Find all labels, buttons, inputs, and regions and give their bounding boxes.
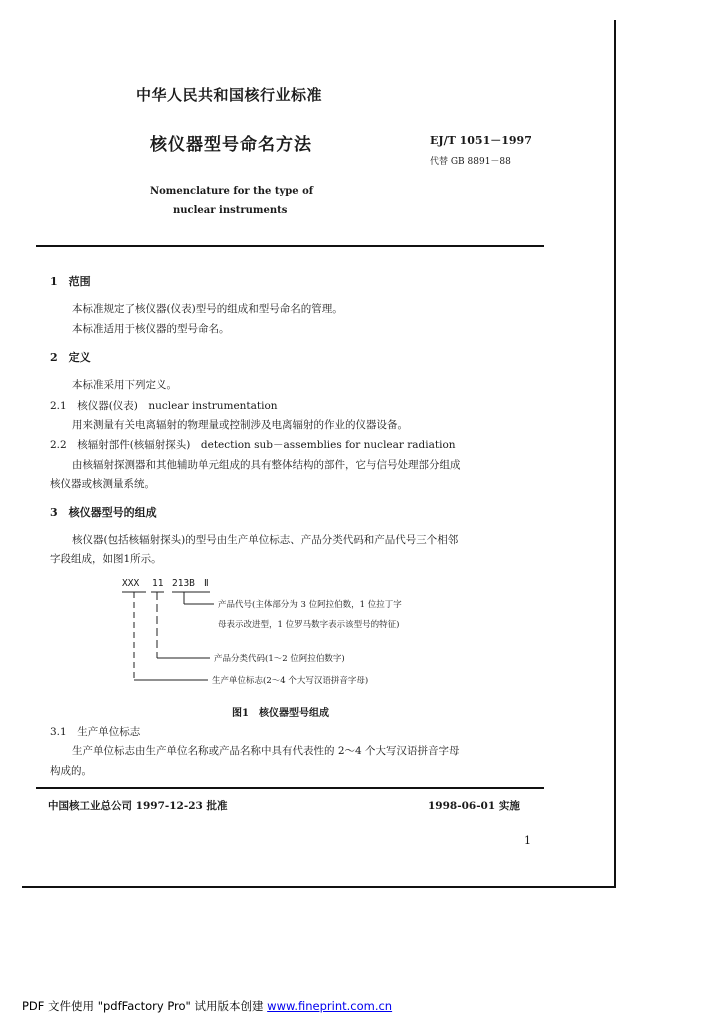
figure-caption: 图1 核仪器型号组成	[232, 708, 329, 719]
standard-number: EJ/T 1051－1997	[430, 134, 532, 147]
effective-date: 1998-06-01 实施	[428, 800, 520, 812]
definition-2-2-text-line2: 核仪器或核测量系统。	[50, 478, 155, 490]
section-3-paragraph-line1: 核仪器(包括核辐射探头)的型号由生产单位标志、产品分类代码和产品代号三个相邻	[72, 534, 459, 546]
page-right-border	[614, 20, 616, 888]
pdf-watermark	[22, 998, 392, 1014]
code-feature: Ⅱ	[204, 578, 209, 589]
label-unit-mark: 生产单位标志(2～4 个大写汉语拼音字母)	[212, 676, 369, 686]
document-title: 核仪器型号命名方法	[150, 135, 312, 155]
code-class: 11	[152, 578, 164, 589]
section-3-1-text-line1: 生产单位标志由生产单位名称或产品名称中具有代表性的 2～4 个大写汉语拼音字母	[72, 745, 460, 757]
header-rule	[36, 245, 544, 247]
section-3-1-text-line2: 构成的。	[50, 765, 92, 777]
definition-2-1-text: 用来测量有关电离辐射的物理量或控制涉及电离辐射的作业的仪器设备。	[72, 419, 408, 431]
section-1-paragraph-2: 本标准适用于核仪器的型号命名。	[72, 323, 230, 335]
page-number: 1	[524, 834, 531, 847]
code-unit-mark: XXX	[122, 578, 140, 589]
issuing-body: 中华人民共和国核行业标准	[136, 86, 323, 104]
label-product-code-line2: 母表示改进型，1 位罗马数字表示该型号的特征)	[218, 620, 400, 630]
definition-2-2-title: 2.2 核辐射部件(核辐射探头) detection sub－assemblies for nuclear radiation	[50, 439, 456, 451]
code-product: 213B	[172, 578, 195, 589]
watermark-text: PDF 文件使用 "pdfFactory Pro" 试用版本创建	[22, 999, 268, 1013]
label-class-code: 产品分类代码(1～2 位阿拉伯数字)	[214, 654, 345, 664]
replaces-note: 代替 GB 8891－88	[430, 157, 511, 167]
approval-statement: 中国核工业总公司 1997-12-23 批准	[48, 800, 228, 812]
label-product-code-line1: 产品代号(主体部分为 3 位阿拉伯数，1 位拉丁字	[218, 600, 402, 610]
english-title-line1: Nomenclature for the type of	[150, 186, 314, 197]
section-3-paragraph-line2: 字段组成，如图1所示。	[50, 553, 162, 565]
page-bottom-border	[22, 886, 616, 888]
definition-2-1-title: 2.1 核仪器(仪表) nuclear instrumentation	[50, 400, 278, 412]
english-title-line2: nuclear instruments	[173, 205, 288, 216]
section-1-heading: 1 范围	[50, 275, 91, 288]
footer-rule	[36, 787, 544, 789]
model-composition-diagram	[118, 580, 478, 690]
section-2-heading: 2 定义	[50, 351, 91, 364]
section-2-intro: 本标准采用下列定义。	[72, 379, 177, 391]
section-3-heading: 3 核仪器型号的组成	[50, 506, 157, 519]
section-1-paragraph-1: 本标准规定了核仪器(仪表)型号的组成和型号命名的管理。	[72, 303, 343, 315]
definition-2-2-text-line1: 由核辐射探测器和其他辅助单元组成的具有整体结构的部件，它与信号处理部分组成	[72, 459, 461, 471]
watermark-link[interactable]: www.fineprint.com.cn	[267, 999, 393, 1013]
section-3-1-heading: 3.1 生产单位标志	[50, 726, 141, 738]
